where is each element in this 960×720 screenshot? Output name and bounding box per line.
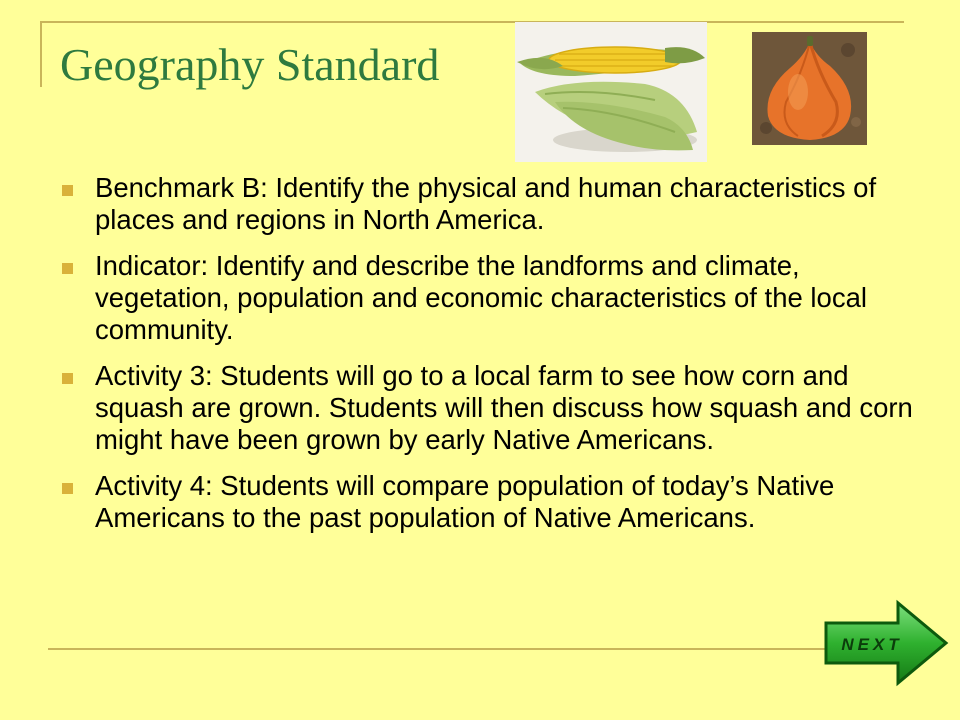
square-bullet-icon	[62, 263, 73, 274]
bullet-text: Activity 3: Students will go to a local farm to see how corn and squash are grown. Students will then discuss how squash and corn might have been grown by early Native Americans.	[95, 360, 913, 455]
squash-image	[752, 32, 867, 145]
bullet-item	[60, 360, 920, 456]
square-bullet-icon	[62, 373, 73, 384]
next-button[interactable]	[820, 597, 950, 689]
bullet-item	[60, 250, 920, 346]
next-label: NEXT	[841, 635, 903, 654]
square-bullet-icon	[62, 185, 73, 196]
corn-image	[515, 22, 707, 162]
bottom-rule	[48, 648, 908, 650]
bullet-text: Benchmark B: Identify the physical and human characteristics of places and regions in North America.	[95, 172, 877, 235]
bullet-item	[60, 172, 920, 236]
slide-title: Geography Standard	[60, 39, 440, 90]
bullet-list	[60, 172, 920, 548]
bullet-text: Indicator: Identify and describe the landforms and climate, vegetation, population and economic characteristics of the local community.	[95, 250, 867, 345]
square-bullet-icon	[62, 483, 73, 494]
bullet-text: Activity 4: Students will compare population of today’s Native Americans to the past population of Native Americans.	[95, 470, 835, 533]
title-left-rule	[40, 21, 42, 87]
top-rule	[40, 21, 904, 23]
bullet-item	[60, 470, 920, 534]
